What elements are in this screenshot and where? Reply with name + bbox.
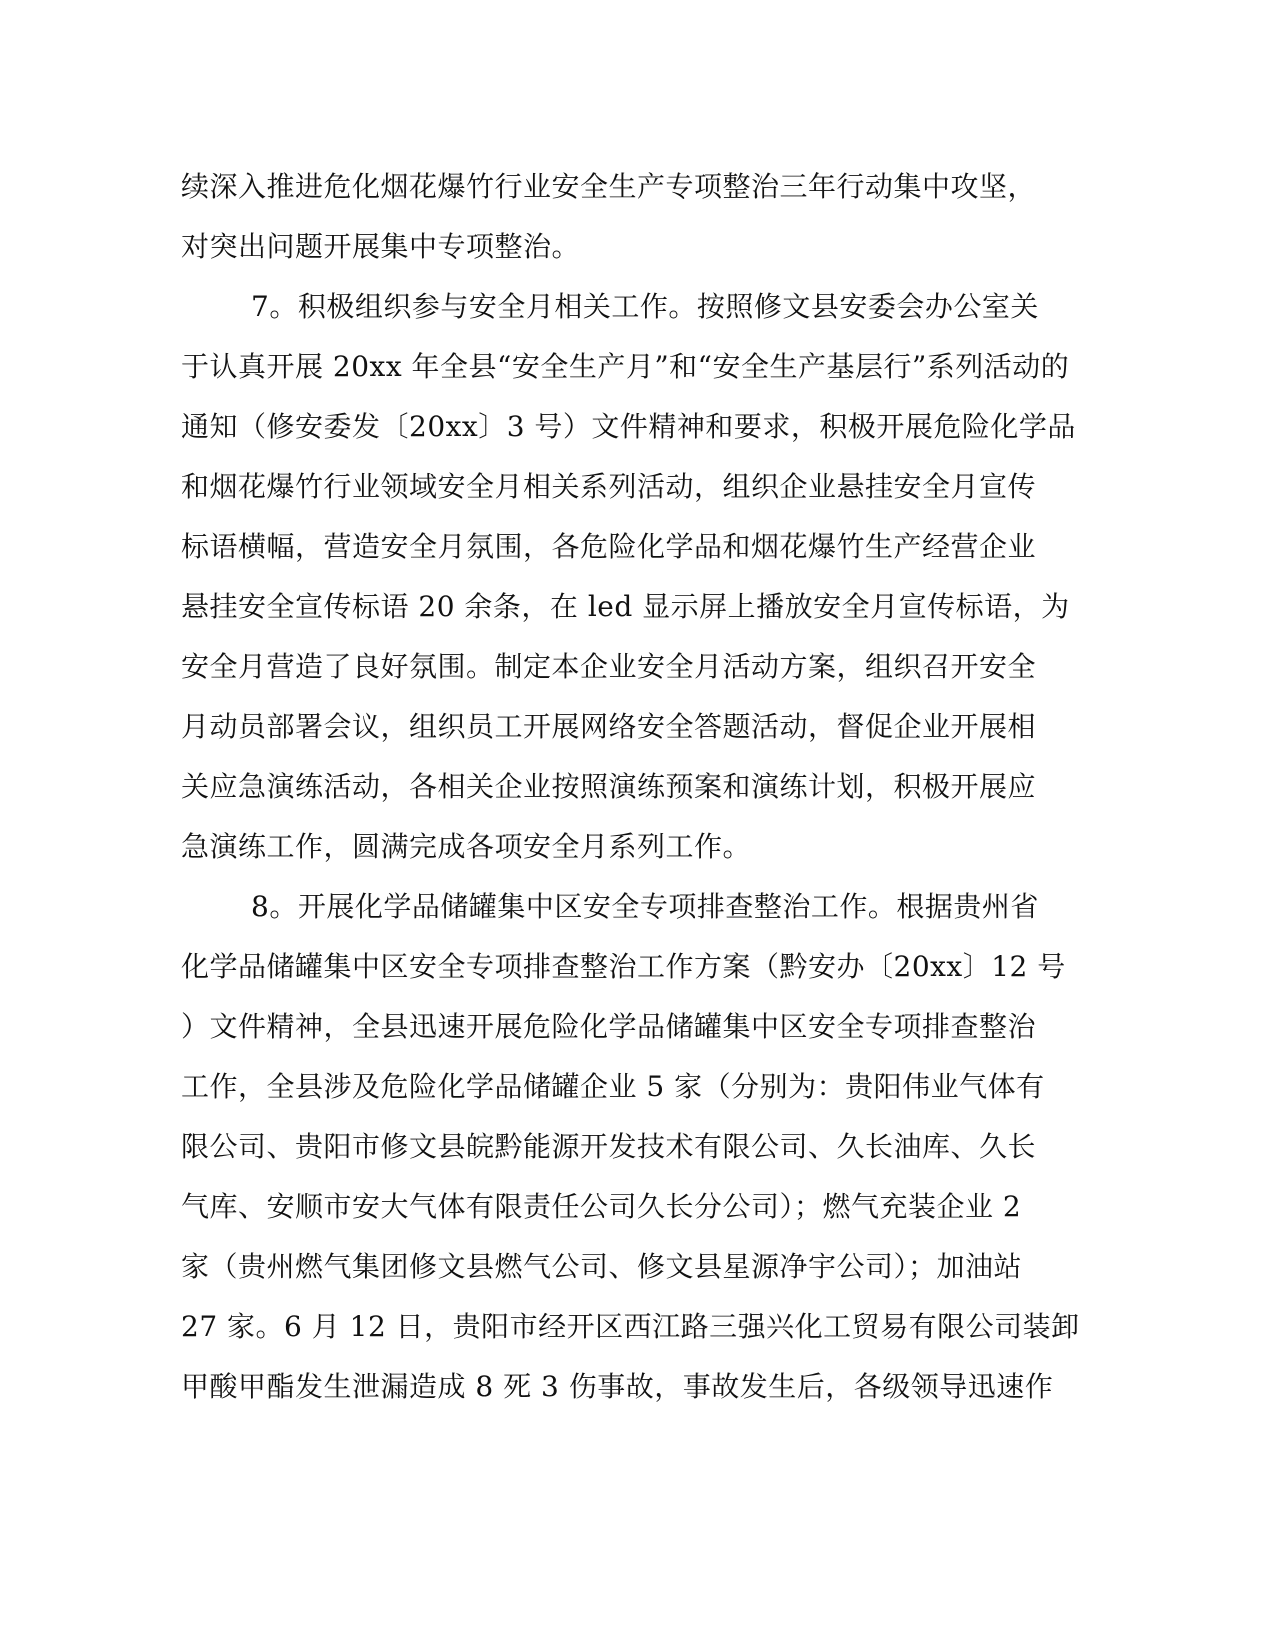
text-line: 月动员部署会议，组织员工开展网络安全答题活动，督促企业开展相	[181, 710, 1037, 743]
text-line: 关应急演练活动，各相关企业按照演练预案和演练计划，积极开展应	[181, 770, 1037, 803]
text-line: ）文件精神，全县迅速开展危险化学品储罐集中区安全专项排查整治	[181, 1010, 1037, 1043]
text-line: 标语横幅，营造安全月氛围，各危险化学品和烟花爆竹生产经营企业	[181, 530, 1037, 563]
text-line: 通知（修安委发〔20xx〕3 号）文件精神和要求，积极开展危险化学品	[181, 410, 1076, 443]
text-line: 限公司、贵阳市修文县皖黔能源开发技术有限公司、久长油库、久长	[181, 1130, 1037, 1163]
text-line: 甲酸甲酯发生泄漏造成 8 死 3 伤事故，事故发生后，各级领导迅速作	[181, 1370, 1054, 1403]
text-line: 对突出问题开展集中专项整治。	[181, 230, 581, 263]
text-line: 和烟花爆竹行业领域安全月相关系列活动，组织企业悬挂安全月宣传	[181, 470, 1037, 503]
text-line: 安全月营造了良好氛围。制定本企业安全月活动方案，组织召开安全	[181, 650, 1037, 683]
paragraph-start-line: 8。开展化学品储罐集中区安全专项排查整治工作。根据贵州省	[251, 890, 1039, 923]
text-line: 化学品储罐集中区安全专项排查整治工作方案（黔安办〔20xx〕12 号	[181, 950, 1066, 983]
text-line: 27 家。6 月 12 日，贵阳市经开区西江路三强兴化工贸易有限公司装卸	[181, 1310, 1080, 1343]
text-line: 悬挂安全宣传标语 20 余条，在 led 显示屏上播放安全月宣传标语，为	[181, 590, 1070, 623]
paragraph-start-line: 7。积极组织参与安全月相关工作。按照修文县安委会办公室关	[251, 290, 1039, 323]
body-text	[181, 157, 1080, 1417]
text-line: 气库、安顺市安大气体有限责任公司久长分公司）；燃气充装企业 2	[181, 1190, 1022, 1223]
text-line: 工作，全县涉及危险化学品储罐企业 5 家（分别为：贵阳伟业气体有	[181, 1070, 1045, 1103]
text-line: 急演练工作，圆满完成各项安全月系列工作。	[181, 830, 752, 863]
text-line: 于认真开展 20xx 年全县“安全生产月”和“安全生产基层行”系列活动的	[181, 350, 1070, 383]
text-line: 续深入推进危化烟花爆竹行业安全生产专项整治三年行动集中攻坚，	[181, 170, 1037, 203]
text-line: 家（贵州燃气集团修文县燃气公司、修文县星源净宇公司）；加油站	[181, 1250, 1023, 1283]
